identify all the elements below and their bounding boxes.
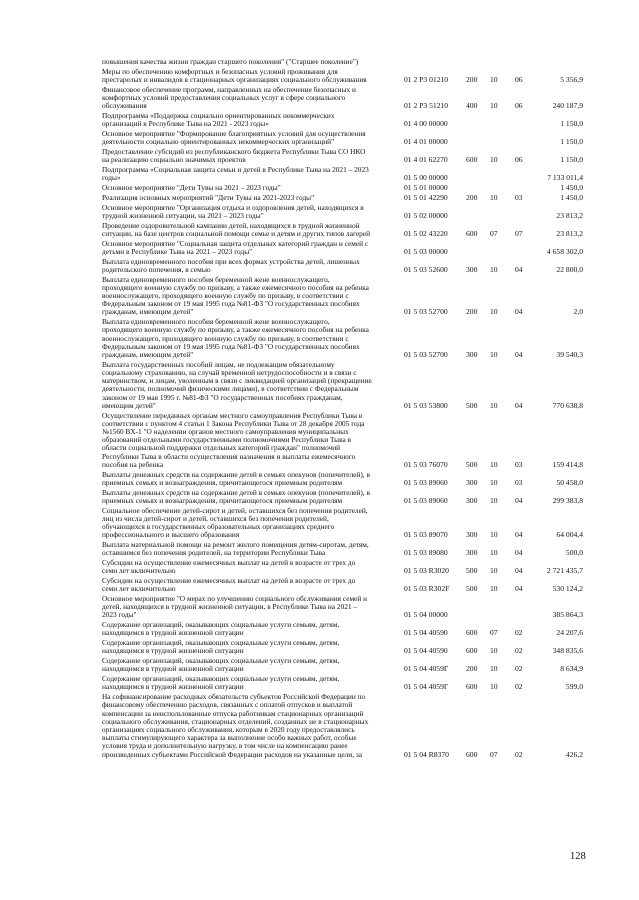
row-code: 01 5 04 40590 <box>404 628 448 638</box>
row-name: повышения качества жизни граждан старшего поколения" ("Старшее поколение") <box>102 57 359 66</box>
row-sum: 348 835,6 <box>552 646 583 656</box>
row-code: 01 5 03 76070 <box>404 459 448 469</box>
row-name: Выплата единовременного пособия беременной жене военнослужащего, проходящего военную службу по призыву, а также ежемесячного пособия на ребенка военнослужащего, проходящего военную службу по призыву, в соответствии с Федеральным законом от 19 мая 1995 года №81-ФЗ "О государственных пособиях гражданам, имеющим детей" <box>102 274 369 317</box>
row-rz: 10 <box>490 664 498 674</box>
row-code: 01 5 01 42290 <box>404 192 448 202</box>
table-row <box>0 489 639 507</box>
table-row <box>0 559 639 577</box>
row-name: Основное мероприятие "Формирование благоприятных условий для осуществления деятельности социально ориентированных некоммерческих организаций" <box>102 128 366 147</box>
row-pr: 04 <box>515 307 523 317</box>
row-pr: 06 <box>515 101 523 111</box>
row-code: 01 5 03 52700 <box>404 349 448 359</box>
row-vr: 500 <box>466 459 478 469</box>
row-rz: 10 <box>490 548 498 558</box>
table-row <box>0 204 639 222</box>
row-rz: 10 <box>490 477 498 487</box>
row-sum: 1 450,0 <box>560 182 583 192</box>
row-rz: 10 <box>490 459 498 469</box>
row-sum: 23 813,2 <box>556 210 583 220</box>
table-row <box>0 86 639 112</box>
row-name: Основное мероприятие "Социальная защита отдельных категорий граждан и семей с детьми в Республике Тыва на 2021 – 2023 годы" <box>102 238 369 256</box>
table-row <box>0 507 639 541</box>
row-name: Осуществление переданных органам местного самоуправления Республики Тыва в соответствии с пунктом 4 статьи 1 Закона Республики Тыва от 28 декабря 2005 года №1560 ВХ-1 "О наделении органов местного самоуправления муниципальных образований отдельными государственными полномочиями Республики Тыва в области социальной поддержки отдельных категорий граждан" полномочий Республики Тыва в области осуществления назначения и выплаты ежемесячного пособия на ребенка <box>102 410 365 469</box>
table-row <box>0 318 639 361</box>
table-row <box>0 577 639 595</box>
row-pr: 04 <box>515 349 523 359</box>
row-name: Выплата единовременного пособия беременной жене военнослужащего, проходящего военную службу по призыву, а также ежемесячного пособия на ребенка военнослужащего, проходящего военную службу по призыву, в соответствии с Федеральным законом от 19 мая 1995 года №81-ФЗ "О государственных пособиях гражданам, имеющим детей" <box>102 317 369 359</box>
table-row <box>0 276 639 319</box>
row-name: Реализация основных мероприятий "Дети Тувы на 2021-2023 годы" <box>102 192 315 202</box>
row-pr: 02 <box>515 749 523 759</box>
row-vr: 200 <box>466 192 478 202</box>
row-code: 01 5 04 00000 <box>404 610 448 620</box>
row-pr: 04 <box>515 566 523 576</box>
row-code: 01 4 00 00000 <box>404 119 448 129</box>
row-name: Содержание организаций, оказывающих социальные услуги семьям, детям, находящимся в трудной жизненной ситуации <box>102 674 340 692</box>
row-code: 01 5 00 00000 <box>404 173 448 183</box>
row-code: 01 5 01 00000 <box>404 182 448 192</box>
row-sum: 24 207,6 <box>556 628 583 638</box>
row-rz: 10 <box>490 566 498 576</box>
row-sum: 1 150,0 <box>560 119 583 129</box>
row-pr: 02 <box>515 664 523 674</box>
row-sum: 500,0 <box>565 548 583 558</box>
row-code: 01 4 01 62270 <box>404 155 448 165</box>
row-pr: 07 <box>515 228 523 238</box>
row-sum: 385 864,3 <box>552 610 583 620</box>
table-row <box>0 258 639 276</box>
row-rz: 07 <box>490 628 498 638</box>
row-vr: 200 <box>466 307 478 317</box>
row-pr: 04 <box>515 495 523 505</box>
row-sum: 7 133 011,4 <box>547 173 583 183</box>
row-name: Содержание организаций, оказывающих социальные услуги семьям, детям, находящимся в трудной жизненной ситуации <box>102 620 340 638</box>
row-code: 01 5 04 40590 <box>404 646 448 656</box>
row-name: Субсидии на осуществление ежемесячных выплат на детей в возрасте от трех до семи лет включительно <box>102 557 356 576</box>
row-code: 01 5 03 89060 <box>404 477 448 487</box>
row-sum: 770 638,8 <box>552 400 583 410</box>
row-code: 01 5 04 R8370 <box>404 749 449 759</box>
table-row <box>0 361 639 412</box>
row-name: Содержание организаций, оказывающих социальные услуги семьям, детям, находящимся в трудной жизненной ситуации <box>102 656 340 674</box>
row-rz: 10 <box>490 264 498 274</box>
row-name: Выплата материальной помощи на ремонт жилого помещения детям-сиротам, детям, оставшимся без попечения родителей, на территории Республики Тыва <box>102 539 369 558</box>
row-name: Меры по обеспечению комфортных и безопасных условий проживания для престарелых и инвалидов в стационарных организациях социального обслуживания <box>102 66 367 84</box>
table-row <box>0 541 639 559</box>
row-sum: 4 658 302,0 <box>546 246 583 256</box>
table-row <box>0 639 639 657</box>
row-code: 01 2 P3 51210 <box>404 101 449 111</box>
row-vr: 200 <box>466 74 478 84</box>
table-row <box>0 693 639 760</box>
budget-table <box>0 58 639 760</box>
row-vr: 600 <box>466 682 478 692</box>
table-row <box>0 130 639 148</box>
row-sum: 530 124,2 <box>552 584 583 594</box>
row-rz: 10 <box>490 192 498 202</box>
row-name: Социальное обеспечение детей-сирот и детей, оставшихся без попечения родителей, лиц из числа детей-сирот и детей, оставшихся без попечения родителей, обучающихся в государственных образовательных организациях среднего профессионального и высшего образования <box>102 505 368 540</box>
row-name: Подпрограмма «Социальная защита семьи и детей в Республике Тыва на 2021 – 2023 годы» <box>102 164 369 183</box>
row-pr: 02 <box>515 682 523 692</box>
row-code: 01 5 04 4059Г <box>404 682 449 692</box>
row-code: 01 4 01 00000 <box>404 137 448 147</box>
table-row <box>0 166 639 184</box>
row-vr: 300 <box>466 477 478 487</box>
row-vr: 600 <box>466 749 478 759</box>
row-vr: 400 <box>466 101 478 111</box>
row-name: Основное мероприятие "О мерах по улучшению социального обслуживания семей и детей, находящихся в трудной жизненной ситуации, в Республике Тыва на 2021 – 2023 годы" <box>102 593 368 620</box>
row-code: 01 5 03 52600 <box>404 264 448 274</box>
row-sum: 426,2 <box>565 749 583 759</box>
row-sum: 39 540,3 <box>556 349 583 359</box>
row-sum: 1 150,0 <box>560 137 583 147</box>
row-vr: 600 <box>466 155 478 165</box>
row-pr: 04 <box>515 264 523 274</box>
row-rz: 10 <box>490 646 498 656</box>
row-code: 01 5 02 00000 <box>404 210 448 220</box>
row-code: 01 5 03 R3020 <box>404 566 449 576</box>
row-name: Предоставление субсидий из республиканского бюджета Республики Тыва СО НКО на реализацию социально значимых проектов <box>102 146 366 165</box>
row-code: 01 2 P3 01210 <box>404 74 449 84</box>
page-number: 128 <box>570 851 586 862</box>
row-pr: 06 <box>515 155 523 165</box>
row-vr: 300 <box>466 548 478 558</box>
table-row <box>0 595 639 621</box>
row-sum: 1 150,0 <box>560 155 583 165</box>
row-sum: 240 187,9 <box>552 101 583 111</box>
table-row <box>0 68 639 86</box>
row-vr: 300 <box>466 495 478 505</box>
row-vr: 300 <box>466 530 478 540</box>
row-vr: 600 <box>466 646 478 656</box>
row-rz: 10 <box>490 155 498 165</box>
row-sum: 22 800,0 <box>556 264 583 274</box>
row-sum: 8 634,9 <box>560 664 583 674</box>
table-row <box>0 412 639 471</box>
table-row <box>0 240 639 258</box>
row-vr: 200 <box>466 664 478 674</box>
row-name: Содержание организаций, оказывающих социальные услуги семьям, детям, находящимся в трудной жизненной ситуации <box>102 638 340 656</box>
table-row <box>0 657 639 675</box>
row-vr: 600 <box>466 228 478 238</box>
row-sum: 159 414,8 <box>552 459 583 469</box>
row-rz: 10 <box>490 307 498 317</box>
row-code: 01 5 03 52700 <box>404 307 448 317</box>
row-name: Выплата единовременного пособия при всех формах устройства детей, лишенных родительского попечения, в семью <box>102 256 360 274</box>
row-code: 01 5 03 53800 <box>404 400 448 410</box>
row-name: Субсидии на осуществление ежемесячных выплат на детей в возрасте от трех до семи лет включительно <box>102 575 356 594</box>
row-name: Выплаты денежных средств на содержание детей в семьях опекунов (попечителей), в приемных семьях и вознаграждения, причитающегося приемным родителям <box>102 469 370 487</box>
row-rz: 07 <box>490 228 498 238</box>
row-sum: 299 383,8 <box>552 495 583 505</box>
row-vr: 500 <box>466 584 478 594</box>
row-vr: 300 <box>466 349 478 359</box>
row-sum: 2,0 <box>573 307 583 317</box>
row-sum: 2 721 435,7 <box>546 566 583 576</box>
row-pr: 03 <box>515 192 523 202</box>
row-pr: 04 <box>515 584 523 594</box>
row-sum: 50 458,0 <box>556 477 583 487</box>
table-row <box>0 621 639 639</box>
row-pr: 03 <box>515 477 523 487</box>
row-vr: 300 <box>466 264 478 274</box>
row-vr: 500 <box>466 400 478 410</box>
row-pr: 06 <box>515 74 523 84</box>
row-rz: 10 <box>490 530 498 540</box>
row-name: Проведение оздоровительной кампании детей, находящихся в трудной жизненной ситуации, на базе центров социальной помощи семье и детям и других типов лагерей <box>102 220 371 238</box>
row-sum: 1 450,0 <box>560 192 583 202</box>
row-rz: 10 <box>490 495 498 505</box>
table-row <box>0 148 639 166</box>
row-name: Выплата государственных пособий лицам, не подлежащим обязательному социальному страхованию, на случай временной нетрудоспособности и в связи с материнством, и лицам, уволенным в связи с ликвидацией организаций (прекращение деятельности, полномочий физическими лицами), в соответствии с Федеральным законом от 19 мая 1995 г. №81-ФЗ "О государственных пособиях гражданам, имеющим детей" <box>102 359 372 410</box>
row-code: 01 5 02 43220 <box>404 228 448 238</box>
row-sum: 64 004,4 <box>556 530 583 540</box>
row-pr: 04 <box>515 400 523 410</box>
table-row <box>0 112 639 130</box>
row-name: Выплаты денежных средств на содержание детей в семьях опекунов (попечителей), в приемных семьях и вознаграждения, причитающегося приемным родителям <box>102 487 370 505</box>
row-rz: 10 <box>490 101 498 111</box>
row-sum: 5 356,9 <box>560 74 583 84</box>
row-sum: 599,0 <box>565 682 583 692</box>
table-row <box>0 471 639 489</box>
row-pr: 02 <box>515 628 523 638</box>
table-row <box>0 184 639 194</box>
row-code: 01 5 03 R302F <box>404 584 450 594</box>
row-name: Основное мероприятие "Дети Тувы на 2021 – 2023 годы" <box>102 182 281 192</box>
row-vr: 500 <box>466 566 478 576</box>
row-name: Основное мероприятие "Организация отдыха и оздоровления детей, находящихся в трудной жизненной ситуации, на 2021 – 2023 годы" <box>102 202 364 220</box>
row-sum: 23 813,2 <box>556 228 583 238</box>
row-name: Финансовое обеспечение программ, направленных на обеспечение безопасных и комфортных условий предоставления социальных услуг в сфере социального обслуживания <box>102 84 356 111</box>
row-rz: 10 <box>490 74 498 84</box>
row-code: 01 5 03 89060 <box>404 495 448 505</box>
row-rz: 10 <box>490 682 498 692</box>
row-pr: 04 <box>515 548 523 558</box>
row-rz: 10 <box>490 400 498 410</box>
row-pr: 02 <box>515 646 523 656</box>
row-rz: 10 <box>490 584 498 594</box>
row-rz: 07 <box>490 749 498 759</box>
row-code: 01 5 03 89080 <box>404 548 448 558</box>
row-name: Подпрограмма «Поддержка социально ориентированных некоммерческих организаций в Республике Тыва на 2021 - 2023 годы» <box>102 110 335 129</box>
row-code: 01 5 03 00000 <box>404 246 448 256</box>
row-vr: 600 <box>466 628 478 638</box>
row-name: На софинансирование расходных обязательств субъектов Российской Федерации по финансовому обеспечению расходов, связанных с оплатой отпусков и выплатой компенсации за неиспользованные отпуска работникам стационарных организаций социального обслуживания, стационарных отделений, созданных не в стационарных организациях социального обслуживания, которым в 2020 году предоставлялись выплаты стимулирующего характера за выполнение особо важных работ, особые условия труда и дополнительную нагрузку, в том числе на компенсацию ранее произведенных субъектами Российской Федерации расходов на указанные цели, за <box>102 692 369 759</box>
row-code: 01 5 03 89070 <box>404 530 448 540</box>
table-row <box>0 675 639 693</box>
row-rz: 10 <box>490 349 498 359</box>
row-pr: 03 <box>515 459 523 469</box>
table-row <box>0 222 639 240</box>
row-pr: 04 <box>515 530 523 540</box>
row-code: 01 5 04 4059Г <box>404 664 449 674</box>
